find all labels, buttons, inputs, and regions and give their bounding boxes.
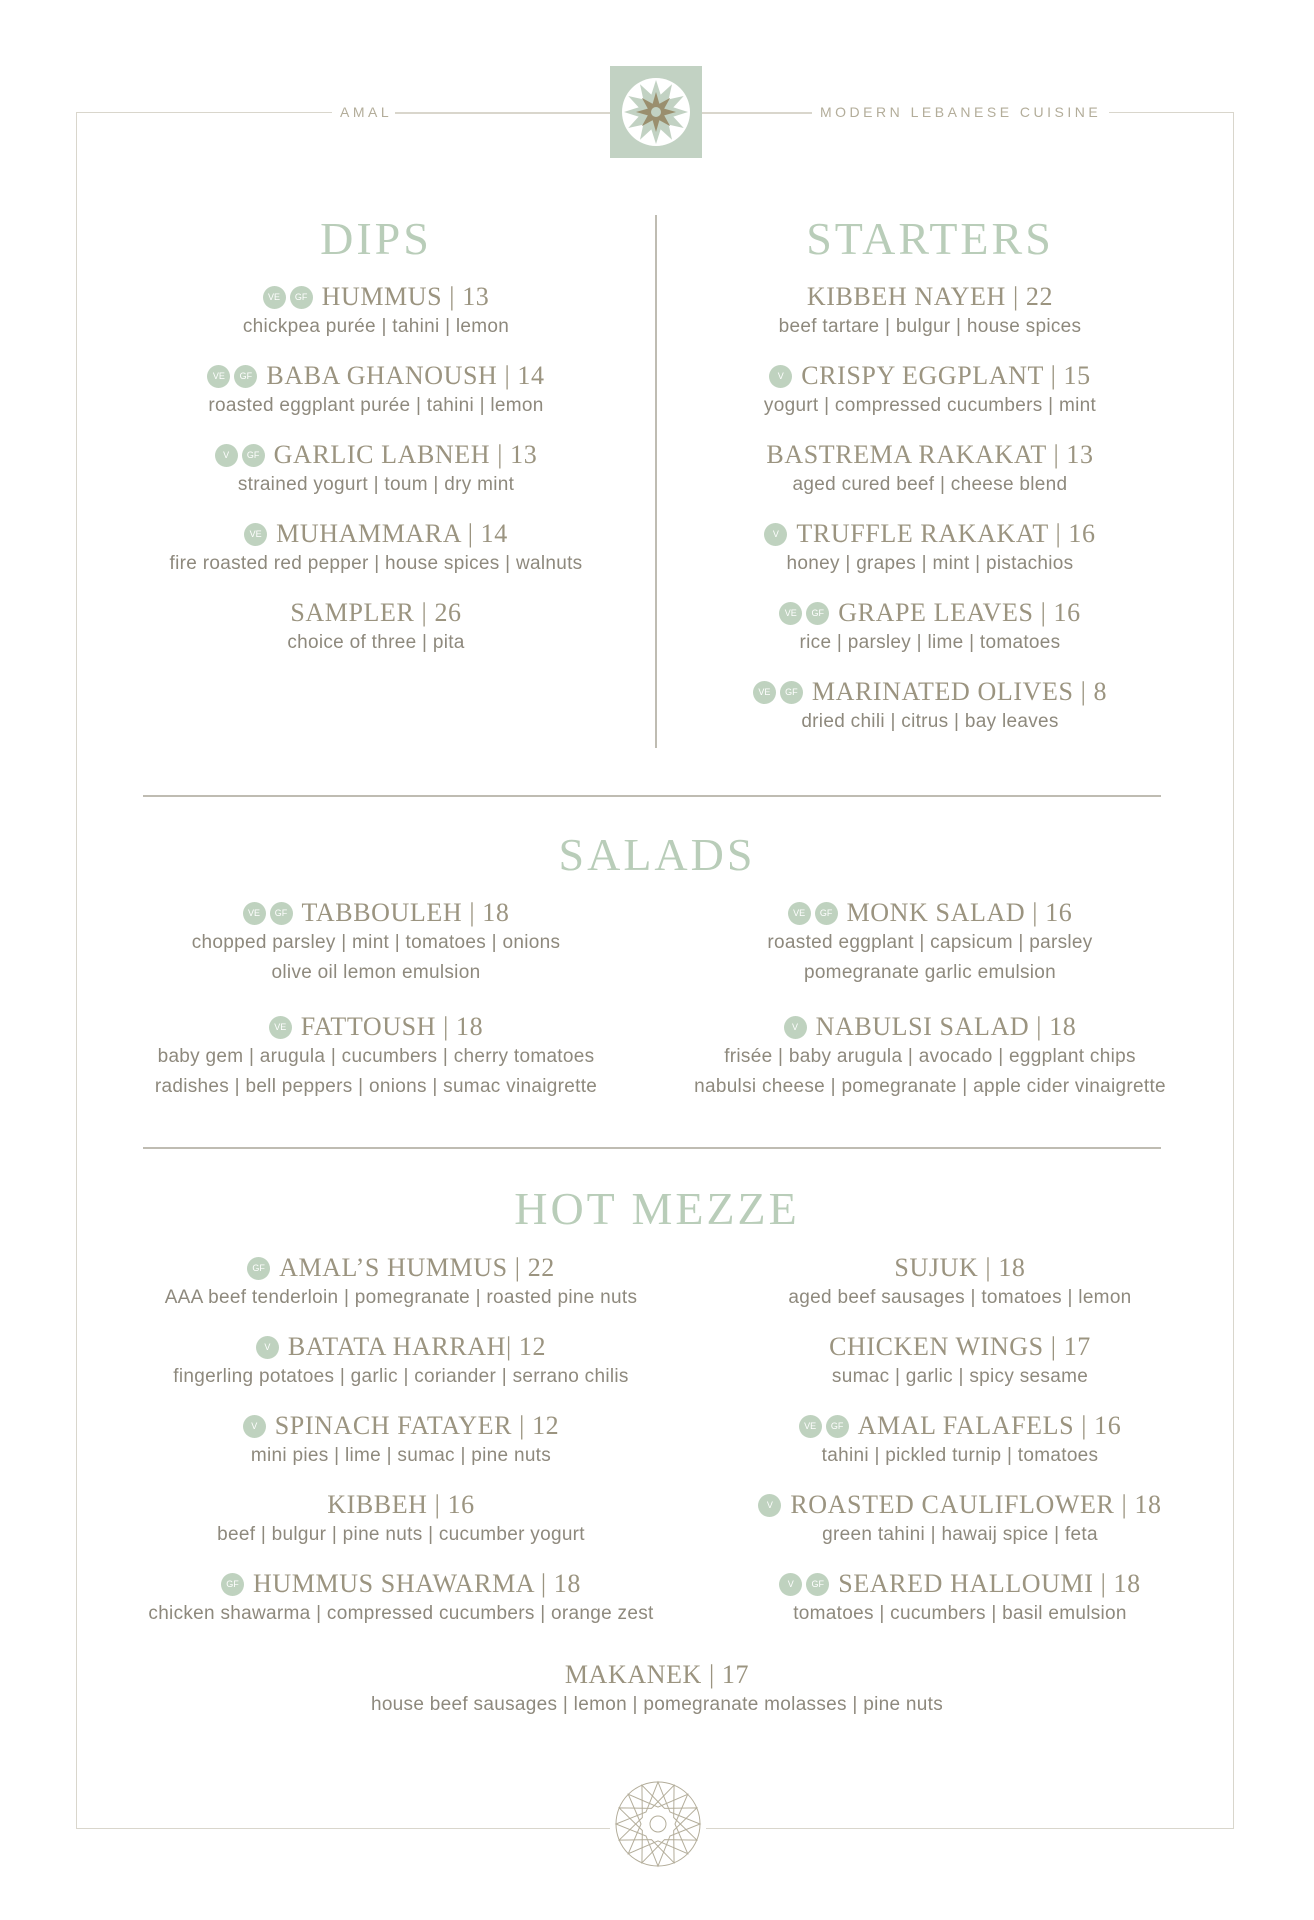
- menu-item-header: [290, 598, 461, 628]
- menu-item: [758, 1490, 1161, 1550]
- hot-mezze-bottom-list: [307, 1660, 1007, 1720]
- menu-item: [829, 1332, 1091, 1392]
- dietary-badges: [221, 1573, 244, 1596]
- menu-item-description: sumac | garlic | spicy sesame: [831, 1366, 1089, 1387]
- ve-badge-icon: VE: [788, 902, 811, 925]
- menu-item-header: [807, 282, 1053, 312]
- menu-item-description: AAA beef tenderloin | pomegranate | roasted pine nuts: [164, 1287, 638, 1308]
- dietary-badges: [256, 1336, 279, 1359]
- menu-item: [767, 898, 1092, 988]
- menu-item-name: SEARED HALLOUMI | 18: [838, 1569, 1141, 1598]
- menu-item: [173, 1332, 628, 1392]
- menu-item-name: BABA GHANOUSH | 14: [266, 361, 545, 390]
- menu-item-header: [221, 1569, 581, 1599]
- menu-item: [753, 677, 1107, 737]
- menu-item-name: AMAL FALAFELS | 16: [857, 1411, 1122, 1440]
- dietary-badges: [788, 902, 838, 925]
- menu-item-name: SPINACH FATAYER | 12: [274, 1411, 560, 1440]
- menu-item-description: roasted eggplant | capsicum | parsley: [767, 932, 1093, 953]
- menu-item-description: beef | bulgur | pine nuts | cucumber yogurt: [217, 1524, 585, 1545]
- v-badge-icon: V: [215, 444, 238, 467]
- menu-item-header: [215, 440, 538, 470]
- section-title-salads: SALADS: [558, 829, 756, 880]
- menu-item-name: KIBBEH NAYEH | 22: [806, 282, 1054, 311]
- v-badge-icon: V: [769, 365, 792, 388]
- menu-item: [217, 1490, 585, 1550]
- menu-item: [779, 282, 1082, 342]
- menu-item-description: radishes | bell peppers | onions | sumac vinaigrette: [154, 1076, 598, 1097]
- menu-item: [799, 1411, 1122, 1471]
- menu-item-description: frisée | baby arugula | avocado | eggplant chips: [724, 1046, 1136, 1067]
- gf-badge-icon: GF: [290, 286, 313, 309]
- menu-item: [694, 1012, 1166, 1102]
- ve-badge-icon: VE: [263, 286, 286, 309]
- header-tagline-label: MODERN LEBANESE CUISINE: [812, 104, 1109, 120]
- section-title-hot-mezze: HOT MEZZE: [514, 1183, 800, 1234]
- menu-item-name: ROASTED CAULIFLOWER | 18: [790, 1490, 1162, 1519]
- menu-item-description: house beef sausages | lemon | pomegranate molasses | pine nuts: [370, 1694, 944, 1715]
- menu-item-description: tahini | pickled turnip | tomatoes: [821, 1445, 1099, 1466]
- menu-item-header: [779, 1569, 1140, 1599]
- menu-item-name: MUHAMMARA | 14: [276, 519, 508, 548]
- menu-item-header: [565, 1660, 749, 1690]
- ve-badge-icon: VE: [269, 1016, 292, 1039]
- menu-item-header: [243, 1411, 560, 1441]
- starters-list: [660, 282, 1200, 737]
- menu-item: [788, 1253, 1131, 1313]
- menu-item-description: choice of three | pita: [287, 632, 465, 653]
- menu-item-header: [247, 1253, 555, 1283]
- menu-item: [148, 1569, 653, 1629]
- menu-item-name: CHICKEN WINGS | 17: [829, 1332, 1091, 1361]
- menu-item-description: olive oil lemon emulsion: [271, 962, 481, 983]
- menu-item-name: MARINATED OLIVES | 8: [811, 677, 1108, 706]
- menu-item: [287, 598, 464, 658]
- gf-badge-icon: GF: [806, 602, 829, 625]
- menu-item-name: HUMMUS | 13: [321, 282, 490, 311]
- menu-item-description: green tahini | hawaij spice | feta: [822, 1524, 1098, 1545]
- dietary-badges: [263, 286, 313, 309]
- menu-item: [170, 519, 583, 579]
- gf-badge-icon: GF: [234, 365, 257, 388]
- menu-item-header: [799, 1411, 1122, 1441]
- bottom-ornament: [610, 1776, 706, 1872]
- dietary-badges: [764, 523, 787, 546]
- menu-item: [243, 1411, 560, 1471]
- menu-item-name: CRISPY EGGPLANT | 15: [801, 361, 1091, 390]
- menu-item-description: honey | grapes | mint | pistachios: [786, 553, 1074, 574]
- menu-item-name: HUMMUS SHAWARMA | 18: [253, 1569, 581, 1598]
- section-divider-salads: [143, 795, 1161, 797]
- gf-badge-icon: GF: [242, 444, 265, 467]
- menu-item-header: [788, 898, 1073, 928]
- menu-item-header: [769, 361, 1091, 391]
- menu-item-header: [764, 519, 1095, 549]
- menu-item: [779, 1569, 1140, 1629]
- menu-item-description: dried chili | citrus | bay leaves: [801, 711, 1059, 732]
- menu-item: [766, 440, 1093, 500]
- menu-item: [779, 598, 1080, 658]
- menu-item-name: TRUFFLE RAKAKAT | 16: [796, 519, 1096, 548]
- menu-item: [764, 519, 1095, 579]
- v-badge-icon: V: [243, 1415, 266, 1438]
- ve-badge-icon: VE: [244, 523, 267, 546]
- gf-badge-icon: GF: [826, 1415, 849, 1438]
- dietary-badges: [769, 365, 792, 388]
- dietary-badges: [215, 444, 265, 467]
- logo-badge: [610, 66, 702, 158]
- menu-item-header: [243, 898, 510, 928]
- menu-item-name: SAMPLER | 26: [290, 598, 462, 627]
- menu-item: [215, 440, 538, 500]
- menu-item-description: chicken shawarma | compressed cucumbers | orange zest: [148, 1603, 654, 1624]
- menu-item-description: nabulsi cheese | pomegranate | apple cider vinaigrette: [694, 1076, 1166, 1097]
- menu-item-header: [244, 519, 508, 549]
- menu-item-name: GRAPE LEAVES | 16: [838, 598, 1081, 627]
- header-rule-right: [702, 112, 812, 114]
- menu-item-description: rice | parsley | lime | tomatoes: [799, 632, 1061, 653]
- menu-item-description: chickpea purée | tahini | lemon: [242, 316, 510, 337]
- menu-item-description: yogurt | compressed cucumbers | mint: [763, 395, 1097, 416]
- dietary-badges: [243, 902, 293, 925]
- gf-badge-icon: GF: [780, 681, 803, 704]
- menu-item-header: [779, 598, 1080, 628]
- ve-badge-icon: VE: [753, 681, 776, 704]
- section-divider-hot-mezze: [143, 1147, 1161, 1149]
- menu-item-name: KIBBEH | 16: [327, 1490, 475, 1519]
- menu-item-description: roasted eggplant purée | tahini | lemon: [208, 395, 544, 416]
- dietary-badges: [784, 1016, 807, 1039]
- menu-item-header: [327, 1490, 475, 1520]
- menu-item-header: [753, 677, 1107, 707]
- menu-item-header: [207, 361, 544, 391]
- section-title-dips: DIPS: [320, 213, 432, 264]
- menu-item-name: MAKANEK | 17: [564, 1660, 750, 1689]
- menu-item-name: MONK SALAD | 16: [846, 898, 1073, 927]
- ve-badge-icon: VE: [779, 602, 802, 625]
- menu-item-name: NABULSI SALAD | 18: [815, 1012, 1077, 1041]
- ve-badge-icon: VE: [207, 365, 230, 388]
- dietary-badges: [243, 1415, 266, 1438]
- menu-item-header: [829, 1332, 1091, 1362]
- menu-item: [155, 1012, 597, 1102]
- dietary-badges: [779, 1573, 829, 1596]
- menu-item-name: GARLIC LABNEH | 13: [273, 440, 538, 469]
- star-flower-icon: [620, 76, 692, 148]
- gf-badge-icon: GF: [270, 902, 293, 925]
- gf-badge-icon: GF: [806, 1573, 829, 1596]
- menu-item-description: mini pies | lime | sumac | pine nuts: [250, 1445, 552, 1466]
- menu-item-header: [766, 440, 1093, 470]
- v-badge-icon: V: [784, 1016, 807, 1039]
- menu-item-description: beef tartare | bulgur | house spices: [778, 316, 1082, 337]
- menu-item: [192, 898, 561, 988]
- menu-item-name: TABBOULEH | 18: [301, 898, 510, 927]
- v-badge-icon: V: [779, 1573, 802, 1596]
- ve-badge-icon: VE: [243, 902, 266, 925]
- salads-right-list: [650, 898, 1210, 1102]
- menu-item-name: BATATA HARRAH| 12: [287, 1332, 547, 1361]
- menu-item: [165, 1253, 638, 1313]
- menu-item-header: [263, 282, 490, 312]
- menu-item-header: [269, 1012, 484, 1042]
- menu-item-description: aged cured beef | cheese blend: [792, 474, 1068, 495]
- menu-item-name: AMAL’S HUMMUS | 22: [279, 1253, 555, 1282]
- menu-item: [207, 361, 544, 421]
- menu-item-name: BASTREMA RAKAKAT | 13: [766, 440, 1094, 469]
- ve-badge-icon: VE: [799, 1415, 822, 1438]
- v-badge-icon: V: [758, 1494, 781, 1517]
- dietary-badges: [244, 523, 267, 546]
- menu-item-description: baby gem | arugula | cucumbers | cherry tomatoes: [157, 1046, 595, 1067]
- header-rule-left: [395, 112, 610, 114]
- v-badge-icon: V: [764, 523, 787, 546]
- dietary-badges: [758, 1494, 781, 1517]
- dips-list: [76, 282, 676, 658]
- menu-item: [371, 1660, 943, 1720]
- salads-left-list: [76, 898, 676, 1102]
- gf-badge-icon: GF: [247, 1257, 270, 1280]
- menu-item-description: fingerling potatoes | garlic | coriander | serrano chilis: [173, 1366, 629, 1387]
- section-title-starters: STARTERS: [806, 213, 1054, 264]
- dietary-badges: [207, 365, 257, 388]
- menu-item-description: chopped parsley | mint | tomatoes | onions: [191, 932, 561, 953]
- menu-item-description: fire roasted red pepper | house spices | walnuts: [169, 553, 583, 574]
- dietary-badges: [779, 602, 829, 625]
- geometric-star-icon: [612, 1778, 704, 1870]
- dietary-badges: [799, 1415, 849, 1438]
- v-badge-icon: V: [256, 1336, 279, 1359]
- menu-item-description: strained yogurt | toum | dry mint: [237, 474, 515, 495]
- dietary-badges: [247, 1257, 270, 1280]
- hot-mezze-right-list: [680, 1253, 1240, 1629]
- menu-item-header: [256, 1332, 546, 1362]
- menu-item-description: aged beef sausages | tomatoes | lemon: [788, 1287, 1132, 1308]
- dietary-badges: [753, 681, 803, 704]
- menu-item-header: [894, 1253, 1025, 1283]
- hot-mezze-left-list: [96, 1253, 706, 1629]
- gf-badge-icon: GF: [815, 902, 838, 925]
- menu-item-header: [758, 1490, 1161, 1520]
- menu-item-name: SUJUK | 18: [894, 1253, 1026, 1282]
- header-brand-label: AMAL: [332, 104, 400, 120]
- menu-item-description: tomatoes | cucumbers | basil emulsion: [793, 1603, 1127, 1624]
- menu-item-description: pomegranate garlic emulsion: [803, 962, 1057, 983]
- menu-item-name: FATTOUSH | 18: [300, 1012, 484, 1041]
- gf-badge-icon: GF: [221, 1573, 244, 1596]
- dietary-badges: [269, 1016, 292, 1039]
- menu-item: [243, 282, 509, 342]
- menu-item: [764, 361, 1096, 421]
- menu-item-header: [784, 1012, 1077, 1042]
